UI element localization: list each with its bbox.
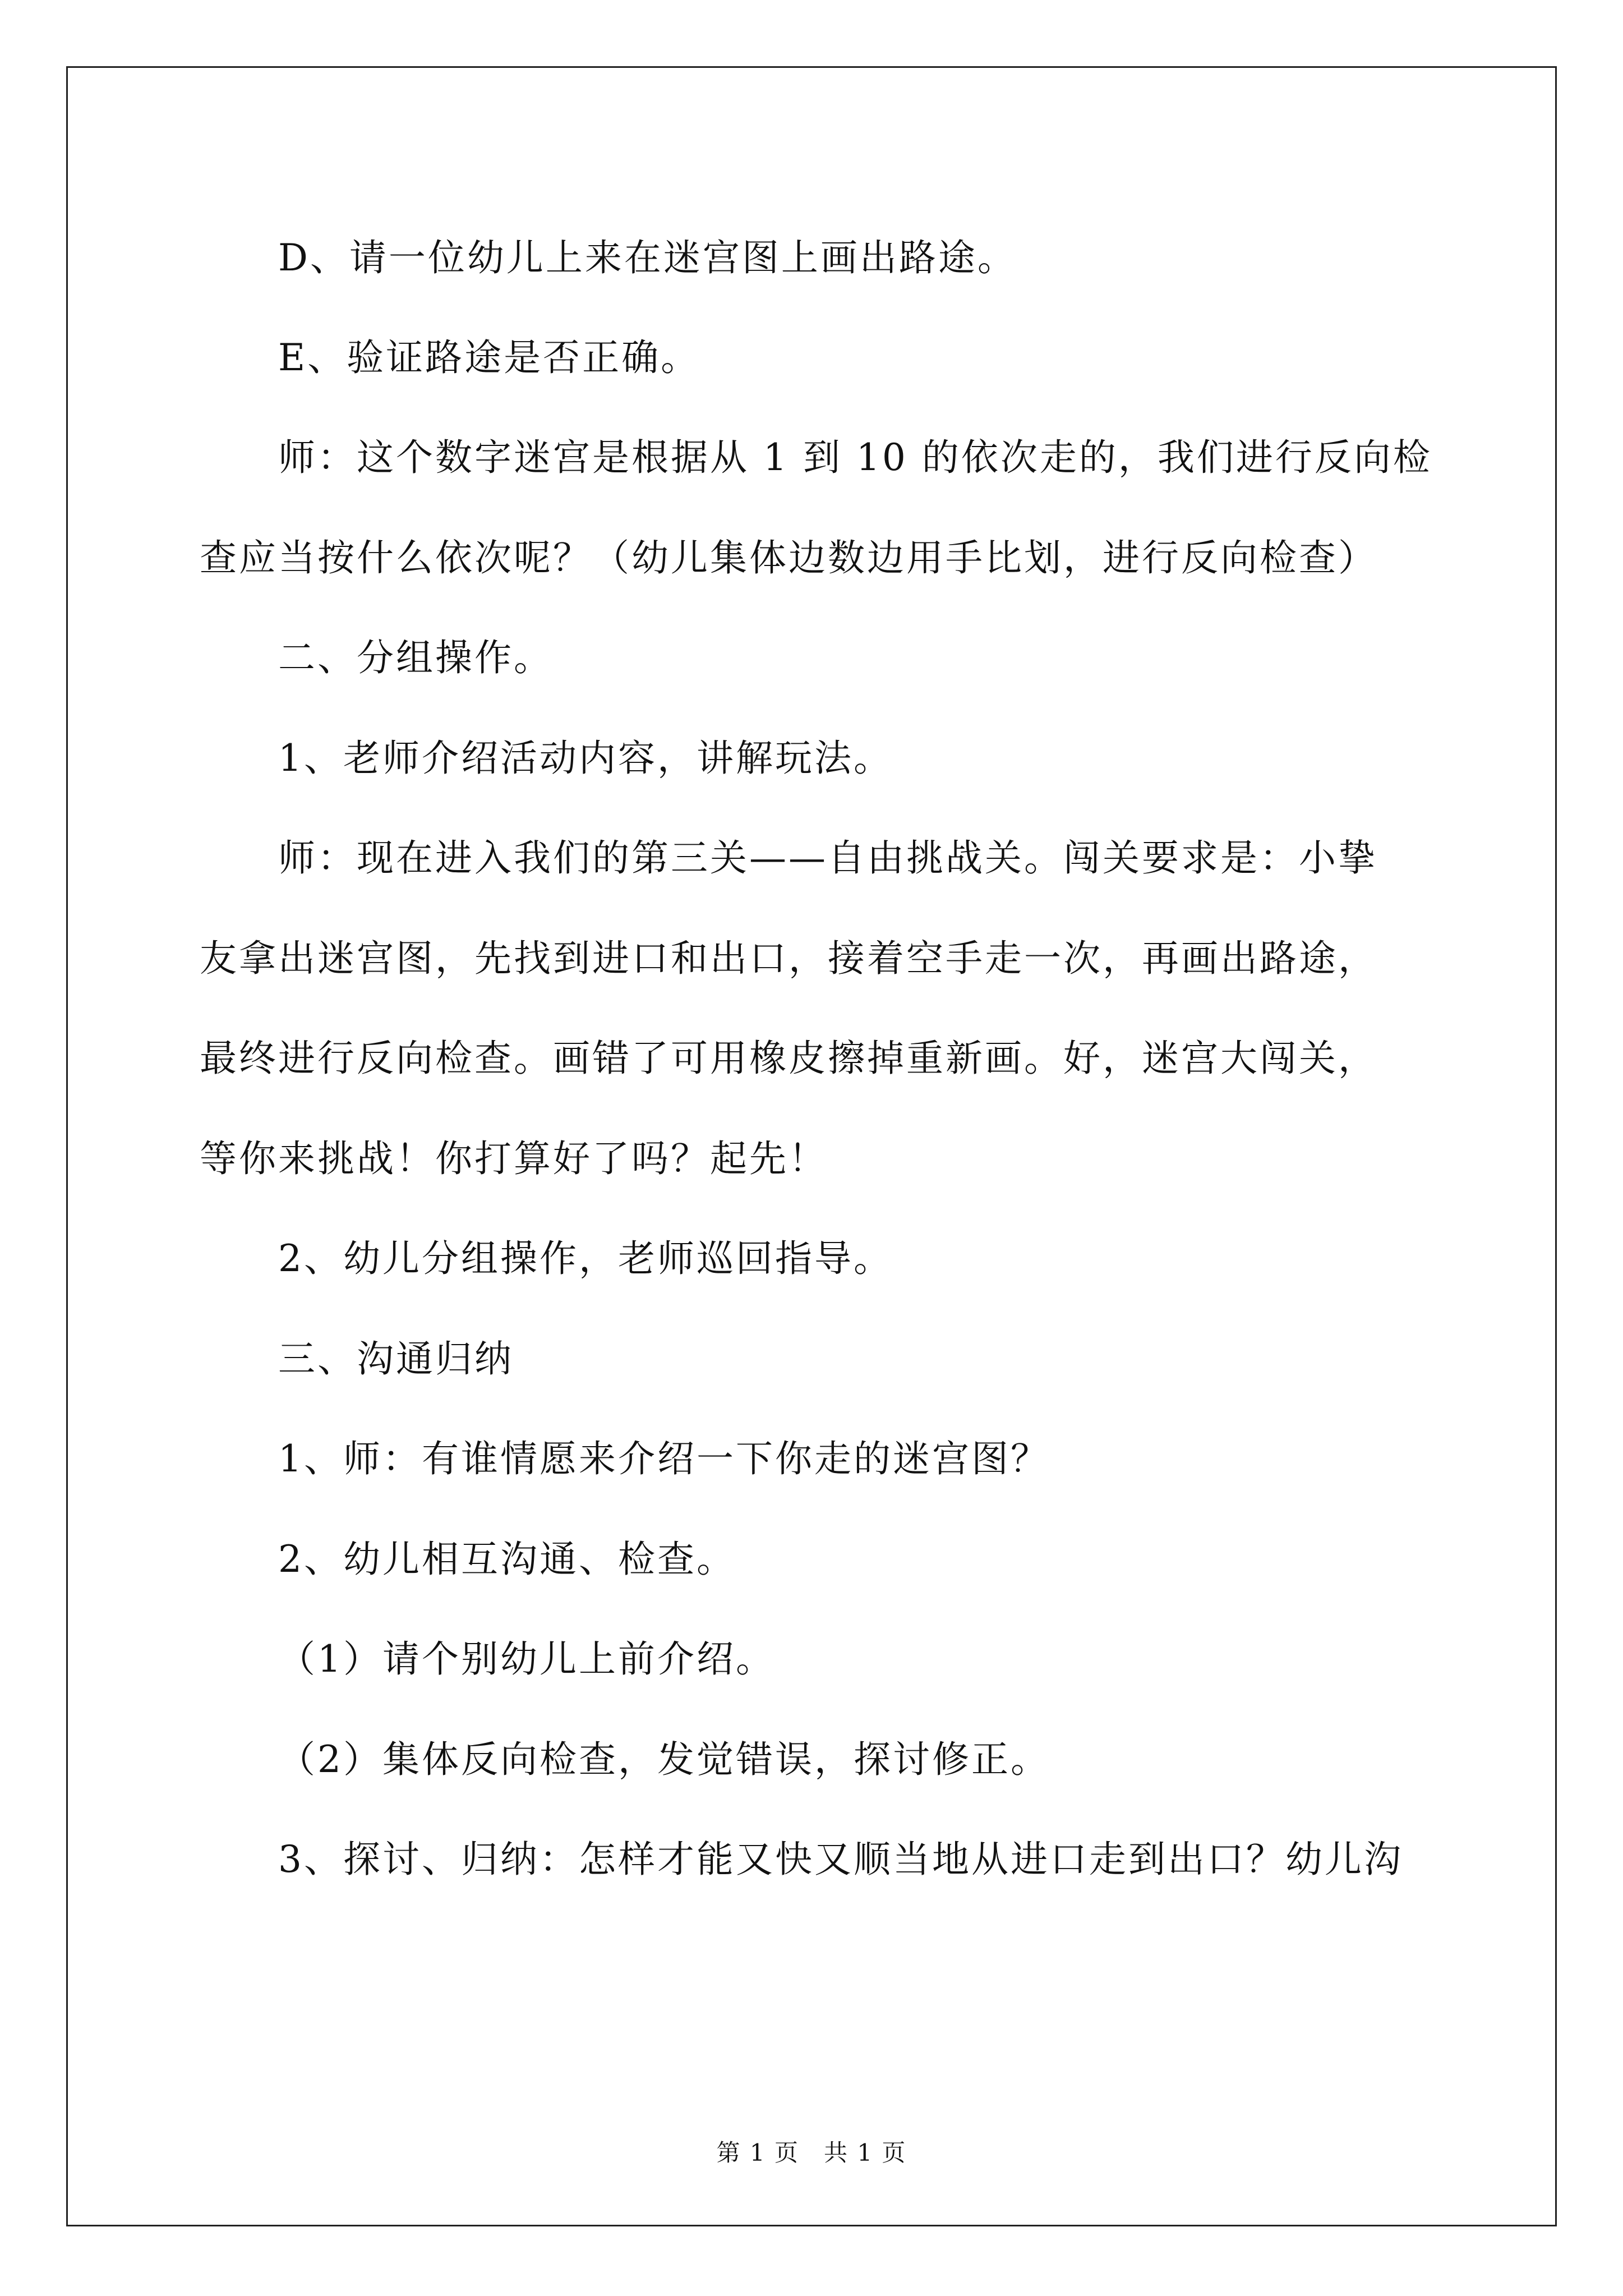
text-line: 3、探讨、归纳：怎样才能又快又顺当地从进口走到出口？幼儿沟: [278, 1838, 1403, 1881]
text-line: 查应当按什么依次呢？（幼儿集体边数边用手比划，进行反向检查）: [200, 536, 1377, 579]
text-line: 2、幼儿相互沟通、检查。: [278, 1538, 736, 1581]
text-line: 三、沟通归纳: [278, 1337, 514, 1381]
text-line: D、请一位幼儿上来在迷宫图上画出路途。: [278, 236, 1017, 279]
text-line: 2、幼儿分组操作，老师巡回指导。: [278, 1237, 893, 1280]
text-line: 师：这个数字迷宫是根据从 1 到 10 的依次走的，我们进行反向检: [278, 436, 1432, 479]
text-line: 1、老师介绍活动内容，讲解玩法。: [278, 737, 893, 780]
text-line: 等你来挑战！你打算好了吗？起先！: [200, 1137, 828, 1180]
text-line: 二、分组操作。: [278, 636, 553, 679]
text-line: 最终进行反向检查。画错了可用橡皮擦掉重新画。好，迷宫大闯关，: [200, 1037, 1377, 1080]
text-line: 1、师：有谁情愿来介绍一下你走的迷宫图？: [278, 1437, 1050, 1480]
page-number: 第 1 页 共 1 页: [716, 2139, 907, 2166]
text-line: E、验证路途是否正确。: [278, 336, 700, 379]
text-line: 友拿出迷宫图，先找到进口和出口，接着空手走一次，再画出路途，: [200, 937, 1377, 980]
text-line: （2）集体反向检查，发觉错误，探讨修正。: [278, 1738, 1050, 1781]
text-line: （1）请个别幼儿上前介绍。: [278, 1637, 775, 1681]
text-line: 师：现在进入我们的第三关——自由挑战关。闯关要求是：小挚: [278, 836, 1377, 880]
